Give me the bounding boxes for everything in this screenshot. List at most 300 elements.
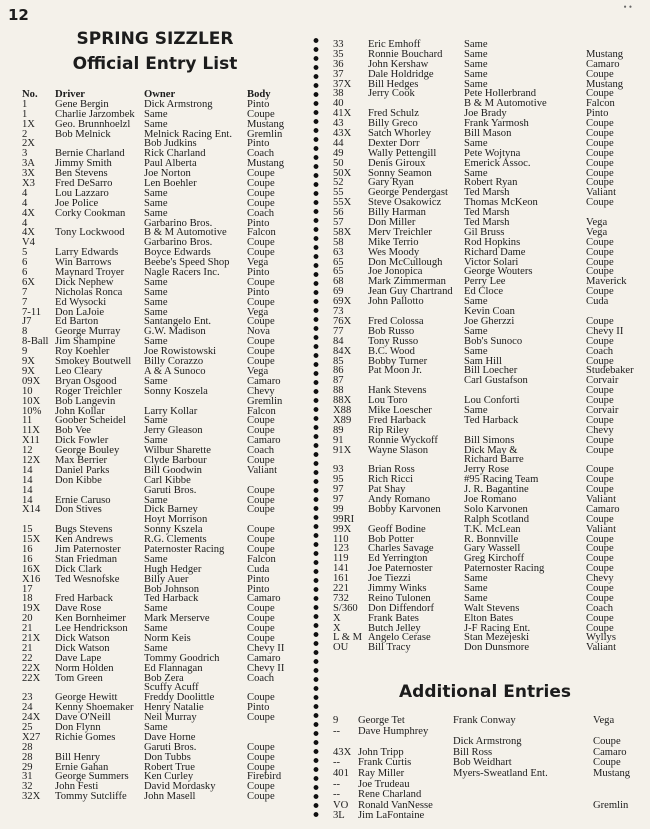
owner-cell: Billy Corazzo	[144, 356, 204, 368]
car-number-cell: X88	[333, 404, 352, 416]
car-number-cell: 14	[22, 474, 33, 486]
driver-cell: John Pallotto	[368, 296, 424, 308]
driver-cell: Tommy Sutcliffe	[55, 791, 127, 803]
car-number-cell: 77	[333, 325, 344, 337]
driver-cell: Ronnie Wyckoff	[368, 434, 438, 446]
body-cell: Coupe	[586, 147, 614, 159]
car-number-cell: 123	[333, 543, 349, 555]
body-cell: Coach	[247, 445, 275, 457]
driver-cell: Lou Toro	[368, 395, 408, 407]
driver-cell: Max Berrier	[55, 454, 108, 466]
owner-cell: Rod Hopkins	[464, 236, 521, 248]
table-row	[333, 716, 648, 727]
car-number-cell: 6X	[22, 276, 35, 288]
owner-cell: George Wouters	[464, 266, 533, 278]
car-number-cell: J7	[22, 316, 32, 328]
owner-cell: Bob's Sunoco	[464, 335, 523, 347]
body-cell: Coupe	[586, 385, 614, 397]
body-cell: Gremlin	[593, 799, 629, 811]
driver-cell: Dick Nephew	[55, 276, 114, 288]
owner-cell: Dick May &	[464, 444, 518, 456]
owner-cell: Bob Weidhart	[453, 757, 512, 769]
body-cell: Coupe	[586, 622, 614, 634]
additional-entries-table	[333, 716, 648, 822]
owner-cell: B & M Automotive	[464, 98, 547, 110]
car-number-cell: 3	[22, 148, 28, 160]
table-row	[333, 811, 648, 822]
driver-cell: Charlie Jarzombek	[55, 108, 135, 120]
driver-cell: Fred Colossa	[368, 315, 424, 327]
driver-cell: Dick Watson	[55, 632, 110, 644]
owner-cell: Same	[464, 48, 488, 60]
owner-cell: Ed Cloce	[464, 286, 504, 298]
driver-cell: Don Flynn	[55, 722, 101, 733]
body-cell: Coupe	[586, 414, 614, 426]
body-cell: Cuda	[586, 296, 609, 308]
body-cell: Coupe	[586, 335, 614, 347]
driver-cell: John Tripp	[358, 746, 404, 758]
body-cell: Coupe	[247, 613, 275, 625]
owner-cell: G.W. Madison	[144, 326, 206, 338]
car-number-cell: 14	[22, 494, 33, 506]
car-number-cell: 58X	[333, 226, 352, 238]
owner-cell: Same	[144, 108, 168, 120]
car-number-cell: 16	[22, 543, 33, 555]
owner-cell: Wilbur Sharette	[144, 445, 211, 457]
body-cell: Coupe	[586, 137, 614, 149]
car-number-cell: 32X	[22, 791, 41, 803]
owner-cell: Same	[144, 435, 168, 447]
body-cell: Coupe	[247, 276, 275, 288]
body-cell: Coupe	[586, 592, 614, 604]
owner-cell: Ralph Scotland	[464, 513, 530, 525]
owner-cell: Same	[464, 137, 488, 149]
body-cell: Coupe	[247, 247, 275, 259]
body-cell: Vega	[247, 257, 269, 269]
car-number-cell: 99RI	[333, 513, 355, 525]
owner-cell: Ken Curley	[144, 771, 194, 783]
car-number-cell: 50X	[333, 167, 352, 179]
car-number-cell: 85	[333, 355, 344, 367]
driver-cell: Kenny Shoemaker	[55, 702, 134, 714]
body-cell: Falcon	[247, 405, 276, 417]
owner-cell: Boyce Edwards	[144, 247, 211, 259]
car-number-cell: 20	[22, 613, 33, 625]
car-number-cell: 87	[333, 375, 344, 387]
body-cell: Coupe	[247, 692, 275, 704]
driver-cell: Don Miller	[368, 217, 416, 229]
car-number-cell: 1	[22, 108, 28, 120]
body-cell: Gremlin	[247, 395, 283, 407]
car-number-cell: 7	[22, 296, 28, 308]
driver-cell: Gary Ryan	[368, 177, 414, 189]
body-cell: Coupe	[586, 395, 614, 407]
driver-cell: Daniel Parks	[55, 464, 110, 476]
driver-cell: George Bouley	[55, 445, 120, 457]
body-cell: Nova	[247, 326, 270, 338]
driver-cell: Dexter Dorr	[368, 137, 420, 149]
driver-cell: Ken Andrews	[55, 534, 113, 546]
owner-cell: Don Tubbs	[144, 751, 191, 763]
owner-cell: Same	[144, 306, 168, 318]
body-cell: Coupe	[247, 316, 275, 328]
car-number-cell: 91	[333, 434, 344, 446]
column-divider	[313, 36, 319, 818]
car-number-cell: X89	[333, 414, 352, 426]
car-number-cell: 4X	[22, 227, 35, 239]
body-cell: Chevy	[247, 385, 275, 397]
owner-cell: Sam Hill	[464, 355, 502, 367]
car-number-cell: 84X	[333, 345, 352, 357]
car-number-cell: L & M	[333, 632, 363, 644]
car-number-cell: X	[333, 622, 341, 634]
owner-cell: Same	[464, 78, 488, 90]
driver-cell: Mike Loescher	[368, 404, 432, 416]
body-cell: Vega	[593, 715, 615, 726]
driver-cell: Angelo Cerase	[368, 632, 431, 644]
driver-cell: Joe Paternoster	[368, 563, 433, 575]
body-cell: Chevy II	[586, 325, 624, 337]
body-cell: Coupe	[247, 761, 275, 773]
driver-cell: Ronald VanNesse	[358, 799, 433, 811]
car-number-cell: 8	[22, 326, 28, 338]
driver-cell: Bryan Osgood	[55, 375, 117, 387]
driver-cell: George Summers	[55, 771, 129, 783]
entry-list-title: Official Entry List	[72, 54, 238, 74]
driver-cell: Merv Treichler	[368, 226, 432, 238]
car-number-cell: OU	[333, 642, 349, 654]
driver-cell: Corky Cookman	[55, 207, 126, 219]
body-cell: Cuda	[247, 563, 270, 575]
car-number-cell: 22X	[22, 662, 41, 674]
body-cell: Coupe	[586, 434, 614, 446]
car-number-cell: 73	[333, 306, 344, 318]
owner-cell: Same	[144, 623, 168, 635]
body-cell: Camaro	[247, 375, 281, 387]
owner-cell: Same	[144, 375, 168, 387]
owner-cell: Robert Ryan	[464, 177, 518, 189]
car-number-cell: 68	[333, 276, 344, 288]
car-number-cell: 57	[333, 217, 344, 229]
owner-cell: Robert True	[144, 761, 195, 773]
body-cell: Coupe	[247, 356, 275, 368]
body-cell: Vega	[247, 306, 269, 318]
additional-entries-title: Additional Entries	[399, 682, 571, 702]
body-cell: Coupe	[247, 504, 275, 516]
driver-cell: Norm Holden	[55, 662, 114, 674]
owner-cell: Same	[144, 276, 168, 288]
car-number-cell: 31	[22, 771, 33, 783]
body-cell: Coupe	[247, 108, 275, 120]
driver-cell: Mike Terrio	[368, 236, 419, 248]
driver-cell: Rip Riley	[368, 424, 409, 436]
entry-table-left	[22, 90, 312, 802]
body-cell: Coupe	[593, 757, 621, 769]
driver-cell: Pat Moon Jr.	[368, 365, 422, 377]
car-number-cell: X16	[22, 573, 41, 585]
driver-cell: Nicholas Ronca	[55, 286, 123, 298]
car-number-cell: 119	[333, 553, 349, 565]
owner-cell: #95 Racing Team	[464, 474, 539, 486]
driver-cell: Bob Melnick	[55, 128, 111, 140]
owner-cell: Same	[144, 642, 168, 654]
owner-cell: Same	[464, 582, 488, 594]
event-title: SPRING SIZZLER	[76, 29, 234, 49]
body-cell: Vega	[247, 365, 269, 377]
owner-cell: Carl Gustafson	[464, 375, 528, 387]
owner-cell: Bob Zera	[144, 672, 184, 684]
owner-cell: Solo Karvonen	[464, 503, 528, 515]
body-cell: Coupe	[247, 603, 275, 615]
driver-cell: Dick Clark	[55, 563, 102, 575]
body-cell: Falcon	[247, 553, 276, 565]
owner-cell: Jerry Gleason	[144, 425, 203, 437]
car-number-cell: 43X	[333, 746, 352, 758]
car-number-cell: 19X	[22, 603, 41, 615]
driver-cell: Ed Barton	[55, 316, 99, 328]
car-number-cell: 76X	[333, 315, 352, 327]
driver-cell: Bobby Turner	[368, 355, 428, 367]
driver-cell: George Murray	[55, 326, 121, 338]
owner-cell: Garbarino Bros.	[144, 217, 213, 229]
driver-cell: Ronnie Bouchard	[368, 48, 443, 60]
car-number-cell: 99X	[333, 523, 352, 535]
table-row	[333, 769, 648, 780]
body-cell: Mustang	[247, 158, 285, 170]
owner-cell: Joe Romano	[464, 493, 517, 505]
owner-cell: B & M Automotive	[144, 227, 227, 239]
driver-cell: Ed Wysocki	[55, 296, 107, 308]
owner-cell: Ed Flannagan	[144, 662, 203, 674]
body-cell: Valiant	[247, 464, 278, 476]
owner-cell: Billy Auer	[144, 573, 189, 585]
body-cell: Coupe	[247, 534, 275, 546]
body-cell: Mustang	[586, 48, 624, 60]
car-number-cell: 21X	[22, 632, 41, 644]
body-cell: Mustang	[586, 78, 624, 90]
car-number-cell: 89	[333, 424, 344, 436]
driver-cell: Geo. Brunnhoelzl	[55, 118, 131, 130]
car-number-cell: 15	[22, 524, 33, 536]
car-number-cell: 43X	[333, 128, 352, 140]
driver-cell: Roger Treichler	[55, 385, 122, 397]
owner-cell: Same	[464, 325, 488, 337]
driver-cell: Fred DeSarro	[55, 178, 113, 190]
driver-cell: Jimmy Smith	[55, 158, 112, 170]
body-cell: Coupe	[247, 168, 275, 180]
header-driver: Driver	[55, 89, 85, 100]
car-number-cell: X3	[22, 178, 35, 190]
driver-cell: Geoff Bodine	[368, 523, 426, 535]
owner-cell: Sonny Kszela	[144, 524, 203, 536]
body-cell: Maverick	[586, 276, 627, 288]
owner-cell: Victor Solari	[464, 256, 519, 268]
owner-cell: Same	[144, 553, 168, 565]
car-number-cell: 44	[333, 137, 344, 149]
body-cell: Coupe	[586, 543, 614, 555]
body-cell: Coupe	[586, 177, 614, 189]
owner-cell: Greg Kirchoff	[464, 553, 525, 565]
driver-cell: Don McCullough	[368, 256, 443, 268]
owner-cell: Same	[144, 118, 168, 130]
car-number-cell: 7	[22, 286, 28, 298]
car-number-cell: 5	[22, 247, 28, 259]
driver-cell: Dave Lape	[55, 652, 102, 664]
car-number-cell: 65	[333, 256, 344, 268]
owner-cell: Melnick Racing Ent.	[144, 128, 232, 140]
owner-cell: Scuffy Acuff	[144, 682, 199, 694]
body-cell: Firebird	[247, 771, 282, 783]
driver-cell: Rene Charland	[358, 789, 422, 801]
owner-cell: Dave Horne	[144, 731, 196, 743]
body-cell: Camaro	[247, 593, 281, 605]
car-number-cell: 2X	[22, 138, 35, 150]
body-cell: Coupe	[247, 632, 275, 644]
car-number-cell: 43	[333, 118, 344, 130]
car-number-cell: X11	[22, 435, 40, 447]
owner-cell: Hugh Hedger	[144, 563, 202, 575]
header-owner: Owner	[144, 89, 176, 100]
driver-cell: Maynard Troyer	[55, 267, 125, 279]
entry-table-right	[333, 40, 648, 653]
car-number-cell: 63	[333, 246, 344, 258]
owner-cell: Stan Mezejeski	[464, 632, 530, 644]
driver-cell: Ernie Caruso	[55, 494, 111, 506]
car-number-cell: X	[333, 612, 341, 624]
corner-mark: • •	[623, 2, 632, 12]
car-number-cell: 732	[333, 592, 349, 604]
owner-cell: T.K. McLean	[464, 523, 521, 535]
body-cell: Camaro	[586, 58, 620, 70]
owner-cell: Same	[464, 58, 488, 70]
owner-cell: Frank Conway	[453, 715, 516, 726]
body-cell: Wyllys	[586, 632, 616, 644]
car-number-cell: 161	[333, 573, 349, 585]
owner-cell: Garuti Bros.	[144, 484, 197, 496]
body-cell: Coach	[247, 148, 275, 160]
body-cell: Coupe	[586, 88, 614, 100]
driver-cell: Tony Russo	[368, 335, 419, 347]
car-number-cell: 141	[333, 563, 349, 575]
owner-cell: Bob Judkins	[144, 138, 197, 150]
body-cell: Coupe	[586, 474, 614, 486]
car-number-cell: 24	[22, 702, 33, 714]
car-number-cell: 11	[22, 415, 33, 427]
driver-cell: Ben Stevens	[55, 168, 108, 180]
car-number-cell: 8-Ball	[22, 336, 49, 348]
driver-cell: Roy Koehler	[55, 346, 110, 358]
body-cell: Coupe	[586, 118, 614, 130]
driver-cell: Dave Humphrey	[358, 725, 429, 737]
driver-cell: Denis Giroux	[368, 157, 426, 169]
body-cell: Coupe	[247, 346, 275, 358]
driver-cell: Stan Friedman	[55, 553, 118, 565]
body-cell: Coupe	[247, 751, 275, 763]
car-number-cell: 15X	[22, 534, 41, 546]
owner-cell: Pete Hollerbrand	[464, 88, 537, 100]
car-number-cell: 28	[22, 751, 33, 763]
body-cell: Coupe	[247, 454, 275, 466]
owner-cell: Nagle Racers Inc.	[144, 267, 220, 279]
driver-cell: Jerry Cook	[368, 88, 415, 100]
owner-cell: Same	[144, 296, 168, 308]
driver-cell: Reino Tulonen	[368, 592, 431, 604]
driver-cell: Ted Wesnofske	[55, 573, 120, 585]
body-cell: Coach	[586, 602, 614, 614]
table-row	[333, 643, 648, 653]
body-cell: Coach	[247, 207, 275, 219]
driver-cell: Leo Cleary	[55, 365, 103, 377]
owner-cell: Ted Marsh	[464, 187, 510, 199]
body-cell: Valiant	[586, 187, 617, 199]
driver-cell: Bob Langevin	[55, 395, 116, 407]
owner-cell: Bill Loecher	[464, 365, 518, 377]
body-cell: Camaro	[586, 503, 620, 515]
car-number-cell: 55	[333, 187, 344, 199]
car-number-cell: X27	[22, 731, 41, 743]
owner-cell: R.G. Clements	[144, 534, 207, 546]
body-cell: Pinto	[247, 286, 270, 298]
car-number-cell: 4X	[22, 207, 35, 219]
owner-cell: Same	[144, 187, 168, 199]
body-cell: Coupe	[247, 197, 275, 209]
car-number-cell: 4	[22, 217, 28, 229]
owner-cell: Gil Bruss	[464, 226, 505, 238]
body-cell: Pinto	[247, 138, 270, 150]
body-cell: Coupe	[586, 553, 614, 565]
car-number-cell: 99	[333, 503, 344, 515]
car-number-cell: 110	[333, 533, 349, 545]
owner-cell: Ted Marsh	[464, 217, 510, 229]
car-number-cell: 95	[333, 474, 344, 486]
owner-cell: Larry Kollar	[144, 405, 198, 417]
driver-cell: Charles Savage	[368, 543, 434, 555]
car-number-cell: 6	[22, 257, 28, 269]
owner-cell: J. R. Bagantine	[464, 484, 529, 496]
car-number-cell: 3X	[22, 168, 35, 180]
body-cell: Coupe	[586, 157, 614, 169]
driver-cell: George Hewitt	[55, 692, 118, 704]
body-cell: Coupe	[586, 444, 614, 456]
owner-cell: Same	[464, 573, 488, 585]
driver-cell: Ray Miller	[358, 767, 405, 779]
driver-cell: Eric Emhoff	[368, 39, 421, 50]
car-number-cell: S/360	[333, 602, 358, 614]
body-cell: Coupe	[586, 197, 614, 209]
body-cell: Mustang	[593, 767, 631, 779]
owner-cell: Bill Mason	[464, 128, 512, 140]
owner-cell: Lou Conforti	[464, 395, 520, 407]
owner-cell: Rick Charland	[144, 148, 206, 160]
body-cell: Chevy	[586, 573, 614, 585]
owner-cell: Hoyt Morrison	[144, 514, 208, 526]
body-cell: Chevy	[586, 424, 614, 436]
owner-cell: Joe Rowistowski	[144, 346, 217, 358]
owner-cell: Pete Wojtyna	[464, 147, 521, 159]
driver-cell: Don Stives	[55, 504, 102, 516]
owner-cell: Myers-Sweatland Ent.	[453, 767, 548, 779]
owner-cell: Same	[464, 68, 488, 80]
body-cell: Camaro	[247, 652, 281, 664]
car-number-cell: --	[333, 789, 341, 801]
car-number-cell: 21	[22, 623, 33, 635]
car-number-cell: VO	[333, 799, 349, 811]
driver-cell: Bob Vee	[55, 425, 91, 437]
driver-cell: Win Barrows	[55, 257, 112, 269]
owner-cell: Same	[144, 197, 168, 209]
car-number-cell: 18	[22, 593, 33, 605]
driver-cell: Ken Bornheimer	[55, 613, 126, 625]
